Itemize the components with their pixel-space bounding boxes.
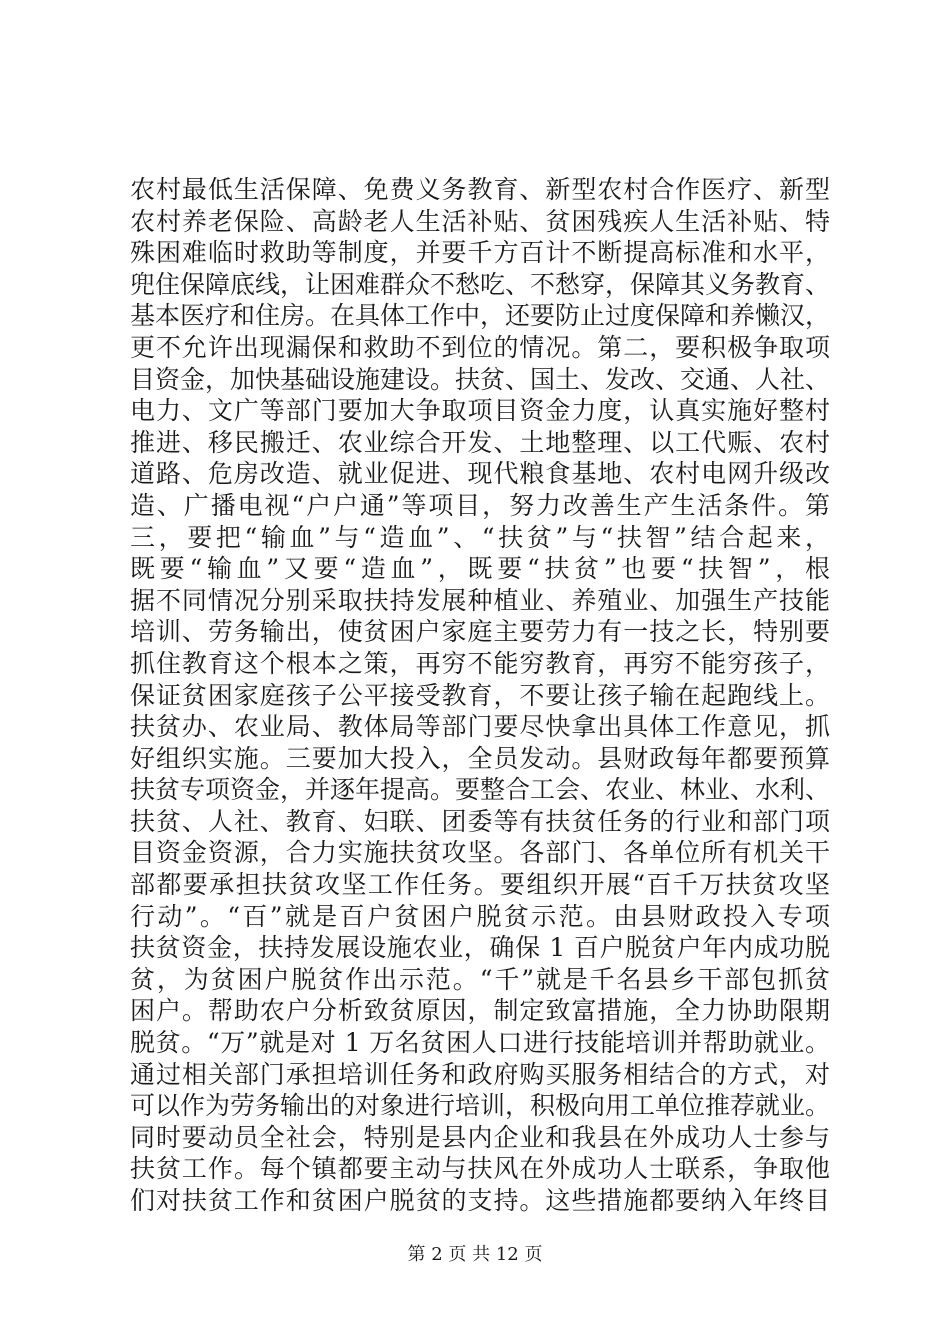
text-line: 通过相关部门承担培训任务和政府购买服务相结合的方式，对	[130, 1059, 830, 1089]
text-line: 农村最低生活保障、免费义务教育、新型农村合作医疗、新型	[130, 175, 830, 204]
text-line: 既要“输血”又要“造血”，既要“扶贫”也要“扶智”，根	[130, 554, 830, 584]
text-line: 抓住教育这个根本之策，再穷不能穷教育，再穷不能穷孩子，	[130, 648, 830, 678]
text-line: 培训、劳务输出，使贫困户家庭主要劳力有一技之长，特别要	[130, 617, 830, 647]
text-line: 三，要把“输血”与“造血”、“扶贫”与“扶智”结合起来，	[130, 522, 830, 552]
text-line: 部都要承担扶贫攻坚工作任务。要组织开展“百千万扶贫攻坚	[130, 870, 830, 900]
text-line: 扶贫专项资金，并逐年提高。要整合工会、农业、林业、水利、	[130, 775, 831, 805]
text-line: 扶贫、人社、教育、妇联、团委等有扶贫任务的行业和部门项	[130, 806, 830, 836]
text-line: 农村养老保险、高龄老人生活补贴、贫困残疾人生活补贴、特	[130, 206, 830, 236]
text-line: 基本医疗和住房。在具体工作中，还要防止过度保障和养懒汉，	[130, 301, 831, 331]
text-line: 扶贫资金，扶持发展设施农业，确保 1 百户脱贫户年内成功脱	[130, 933, 830, 963]
text-line: 据不同情况分别采取扶持发展种植业、养殖业、加强生产技能	[130, 585, 830, 615]
text-line: 兜住保障底线，让困难群众不愁吃、不愁穿，保障其义务教育、	[130, 269, 831, 299]
text-line: 同时要动员全社会，特别是县内企业和我县在外成功人士参与	[130, 1122, 830, 1152]
text-line: 目资金，加快基础设施建设。扶贫、国土、发改、交通、人社、	[130, 364, 831, 394]
text-line: 保证贫困家庭孩子公平接受教育，不要让孩子输在起跑线上。	[130, 680, 830, 710]
text-line: 扶贫办、农业局、教体局等部门要尽快拿出具体工作意见，抓	[130, 712, 830, 742]
text-line: 造、广播电视“户户通”等项目，努力改善生产生活条件。第	[130, 490, 830, 520]
text-line: 推进、移民搬迁、农业综合开发、土地整理、以工代赈、农村	[130, 427, 830, 457]
text-line: 扶贫工作。每个镇都要主动与扶风在外成功人士联系，争取他	[130, 1154, 830, 1184]
page-footer: 第 2 页 共 12 页	[407, 1244, 543, 1265]
text-line: 贫，为贫困户脱贫作出示范。“千”就是千名县乡干部包抓贫	[130, 964, 830, 994]
text-line: 电力、文广等部门要加大争取项目资金力度，认真实施好整村	[130, 396, 830, 426]
text-line: 更不允许出现漏保和救助不到位的情况。第二，要积极争取项	[130, 332, 830, 362]
text-line: 殊困难临时救助等制度，并要千方百计不断提高标准和水平，	[130, 238, 830, 268]
text-line: 可以作为劳务输出的对象进行培训，积极向用工单位推荐就业。	[130, 1091, 831, 1121]
body-text	[130, 174, 830, 1217]
text-line: 好组织实施。三要加大投入，全员发动。县财政每年都要预算	[130, 743, 830, 773]
text-line: 目资金资源，合力实施扶贫攻坚。各部门、各单位所有机关干	[130, 838, 830, 868]
text-line: 行动”。“百”就是百户贫困户脱贫示范。由县财政投入专项	[130, 901, 830, 931]
text-line: 脱贫。“万”就是对 1 万名贫困人口进行技能培训并帮助就业。	[130, 1028, 830, 1058]
text-line: 道路、危房改造、就业促进、现代粮食基地、农村电网升级改	[130, 459, 830, 489]
text-line: 们对扶贫工作和贫困户脱贫的支持。这些措施都要纳入年终目	[130, 1186, 830, 1215]
text-line: 困户。帮助农户分析致贫原因，制定致富措施，全力协助限期	[130, 996, 830, 1026]
